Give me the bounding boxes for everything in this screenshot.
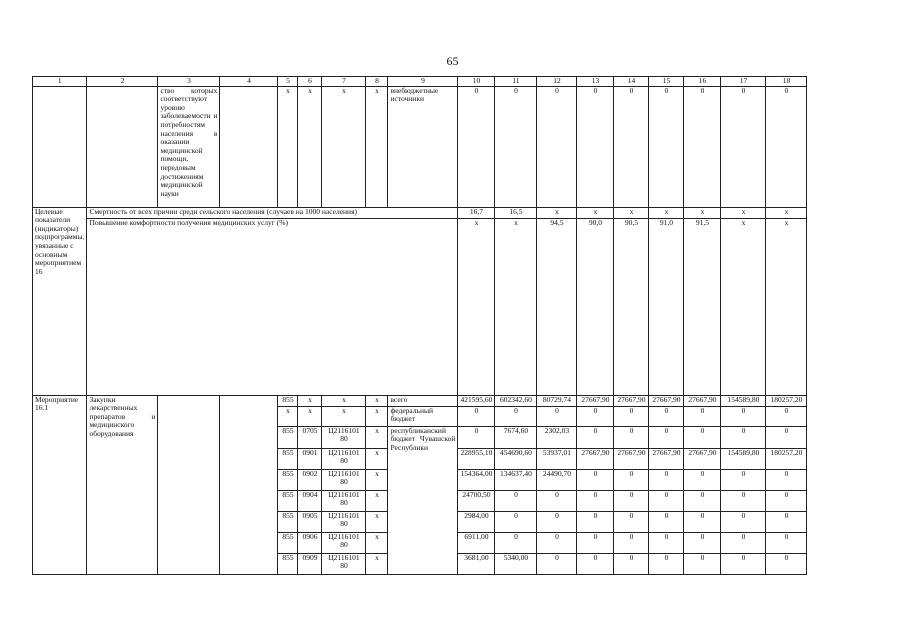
value-cell: 2984,00	[458, 511, 495, 532]
value-cell: 0	[577, 490, 614, 511]
value-cell: 154589,80	[721, 448, 766, 469]
value-cell: 2302,03	[537, 426, 577, 448]
column-number: 6	[298, 77, 322, 87]
table-cell: x	[366, 86, 388, 207]
value-cell: 0	[537, 406, 577, 426]
expense-type-cell: x	[366, 469, 388, 490]
table-cell	[33, 86, 87, 207]
value-cell: 0	[684, 469, 721, 490]
value-cell: 27667,90	[649, 448, 684, 469]
gr-code-cell: 855	[278, 426, 298, 448]
expense-type-cell: x	[366, 395, 388, 406]
value-cell: 6911,00	[458, 532, 495, 553]
value-cell: 27667,90	[684, 448, 721, 469]
value-cell: 90,5	[614, 218, 649, 395]
column-number: 1	[33, 77, 87, 87]
target-code-cell: Ц2116101 80	[322, 490, 366, 511]
column-number: 4	[220, 77, 278, 87]
value-cell: x	[458, 218, 495, 395]
table-row	[33, 86, 807, 207]
column-number: 2	[87, 77, 158, 87]
column-number: 15	[649, 77, 684, 87]
value-cell: 27667,90	[577, 448, 614, 469]
value-cell: 7674,60	[495, 426, 537, 448]
column-number: 5	[278, 77, 298, 87]
value-cell: 16,5	[495, 207, 537, 218]
value-cell: 0	[649, 553, 684, 574]
indicator-text: Повышение комфортности получения медицинских услуг (%)	[87, 218, 458, 395]
value-cell: 80729,74	[537, 395, 577, 406]
value-cell: x	[766, 207, 807, 218]
table-cell	[220, 395, 278, 574]
value-cell: x	[537, 207, 577, 218]
value-cell: 0	[684, 490, 721, 511]
expense-type-cell: x	[366, 426, 388, 448]
value-cell: 0	[495, 490, 537, 511]
value-cell: 91,0	[649, 218, 684, 395]
value-cell: 0	[721, 426, 766, 448]
value-cell: 5340,00	[495, 553, 537, 574]
measure-description: Закупки лекарственных препаратов и медицинского оборудования	[87, 395, 158, 574]
column-number: 11	[495, 77, 537, 87]
value-cell: x	[684, 207, 721, 218]
value-cell: 0	[721, 553, 766, 574]
measure-label: Мероприятие 16.1	[33, 395, 87, 574]
section-code-cell: 0705	[298, 426, 322, 448]
value-cell: 0	[649, 426, 684, 448]
section-code-cell: 0905	[298, 511, 322, 532]
value-cell: 0	[649, 406, 684, 426]
funding-source-cell: всего	[388, 395, 458, 406]
gr-code-cell: 855	[278, 511, 298, 532]
value-cell: 0	[649, 490, 684, 511]
value-cell: 0	[684, 426, 721, 448]
value-cell: 0	[458, 406, 495, 426]
value-cell: 180257,20	[766, 395, 807, 406]
value-cell: 0	[577, 532, 614, 553]
value-cell: 0	[649, 511, 684, 532]
value-cell: 27667,90	[649, 395, 684, 406]
value-cell: 0	[721, 532, 766, 553]
column-number: 12	[537, 77, 577, 87]
section-code-cell: x	[298, 406, 322, 426]
value-cell: 0	[495, 406, 537, 426]
column-number: 9	[388, 77, 458, 87]
target-code-cell: x	[322, 395, 366, 406]
section-code-cell: 0906	[298, 532, 322, 553]
table-cell: x	[322, 86, 366, 207]
value-cell: 0	[614, 490, 649, 511]
column-number: 17	[721, 77, 766, 87]
value-cell: 0	[458, 426, 495, 448]
value-cell: 602342,60	[495, 395, 537, 406]
value-cell: 0	[721, 86, 766, 207]
value-cell: 0	[766, 406, 807, 426]
gr-code-cell: 855	[278, 448, 298, 469]
value-cell: 0	[614, 532, 649, 553]
expense-type-cell: x	[366, 532, 388, 553]
indicator-row	[33, 207, 807, 218]
value-cell: 0	[458, 86, 495, 207]
section-code-cell: 0902	[298, 469, 322, 490]
target-code-cell: Ц2116101 80	[322, 553, 366, 574]
value-cell: 0	[766, 469, 807, 490]
value-cell: 0	[577, 511, 614, 532]
value-cell: 0	[577, 553, 614, 574]
value-cell: 0	[721, 469, 766, 490]
value-cell: 0	[614, 469, 649, 490]
value-cell: 0	[684, 406, 721, 426]
value-cell: 27667,90	[684, 395, 721, 406]
value-cell: 27667,90	[614, 395, 649, 406]
value-cell: 0	[649, 532, 684, 553]
value-cell: 16,7	[458, 207, 495, 218]
value-cell: 0	[766, 532, 807, 553]
value-cell: 0	[721, 490, 766, 511]
value-cell: 0	[537, 490, 577, 511]
target-code-cell: Ц2116101 80	[322, 426, 366, 448]
value-cell: 0	[684, 511, 721, 532]
value-cell: 0	[495, 511, 537, 532]
section-code-cell: 0909	[298, 553, 322, 574]
value-cell: 180257,20	[766, 448, 807, 469]
column-number: 10	[458, 77, 495, 87]
budget-table	[32, 76, 807, 575]
indicators-label: Целевые показатели (индикаторы) подпрограммы, увязанные с основным мероприятием 16	[33, 207, 87, 395]
value-cell: 0	[577, 469, 614, 490]
measure-row	[33, 395, 807, 406]
value-cell: 0	[577, 86, 614, 207]
column-number: 7	[322, 77, 366, 87]
section-code-cell: 0901	[298, 448, 322, 469]
funding-source-cell: внебюджетные источники	[388, 86, 458, 207]
value-cell: x	[766, 218, 807, 395]
value-cell: 0	[649, 86, 684, 207]
expense-type-cell: x	[366, 490, 388, 511]
expense-type-cell: x	[366, 511, 388, 532]
value-cell: 0	[766, 553, 807, 574]
expense-type-cell: x	[366, 406, 388, 426]
value-cell: 0	[537, 86, 577, 207]
value-cell: 0	[537, 511, 577, 532]
value-cell: 228955,10	[458, 448, 495, 469]
value-cell: 0	[614, 406, 649, 426]
column-number: 13	[577, 77, 614, 87]
target-code-cell: Ц2116101 80	[322, 511, 366, 532]
indicator-text: Смертность от всех причин среди сельского населения (случаев на 1000 населения)	[87, 207, 458, 218]
description-cell: ство которых соответствуют уровню заболеваемости и потребностям населения в оказании медицинской помощи, передовым достижениям медицинской науки	[158, 86, 220, 207]
table-cell	[87, 86, 158, 207]
expense-type-cell: x	[366, 553, 388, 574]
value-cell: 24700,50	[458, 490, 495, 511]
value-cell: 27667,90	[577, 395, 614, 406]
value-cell: 154364,00	[458, 469, 495, 490]
value-cell: 27667,90	[614, 448, 649, 469]
value-cell: 134637,40	[495, 469, 537, 490]
target-code-cell: Ц2116101 80	[322, 469, 366, 490]
value-cell: 0	[577, 426, 614, 448]
value-cell: 0	[721, 511, 766, 532]
table-cell	[220, 86, 278, 207]
value-cell: x	[614, 207, 649, 218]
value-cell: 0	[495, 532, 537, 553]
value-cell: 94,5	[537, 218, 577, 395]
column-number: 16	[684, 77, 721, 87]
table-cell	[158, 395, 220, 574]
value-cell: 0	[495, 86, 537, 207]
value-cell: 91,5	[684, 218, 721, 395]
value-cell: x	[649, 207, 684, 218]
gr-code-cell: 855	[278, 490, 298, 511]
target-code-cell: Ц2116101 80	[322, 448, 366, 469]
page-number: 65	[446, 54, 459, 68]
column-number: 14	[614, 77, 649, 87]
value-cell: 0	[577, 406, 614, 426]
value-cell: 454690,60	[495, 448, 537, 469]
table-cell: x	[298, 86, 322, 207]
value-cell: 0	[721, 406, 766, 426]
gr-code-cell: x	[278, 406, 298, 426]
value-cell: 0	[649, 469, 684, 490]
section-code-cell: 0904	[298, 490, 322, 511]
value-cell: 0	[537, 553, 577, 574]
value-cell: 0	[684, 553, 721, 574]
gr-code-cell: 855	[278, 532, 298, 553]
value-cell: 90,0	[577, 218, 614, 395]
section-code-cell: x	[298, 395, 322, 406]
value-cell: x	[721, 207, 766, 218]
value-cell: 421595,60	[458, 395, 495, 406]
indicator-row	[33, 218, 807, 395]
funding-source-cell: федеральный бюджет	[388, 406, 458, 426]
value-cell: x	[577, 207, 614, 218]
column-number: 3	[158, 77, 220, 87]
value-cell: 0	[537, 532, 577, 553]
column-number: 18	[766, 77, 807, 87]
table-cell: x	[278, 86, 298, 207]
value-cell: 0	[614, 426, 649, 448]
value-cell: 24490,70	[537, 469, 577, 490]
value-cell: 0	[766, 490, 807, 511]
value-cell: 154589,80	[721, 395, 766, 406]
expense-type-cell: x	[366, 448, 388, 469]
value-cell: 0	[766, 86, 807, 207]
gr-code-cell: 855	[278, 553, 298, 574]
value-cell: 0	[684, 86, 721, 207]
table-header-row	[33, 77, 807, 87]
value-cell: 53937,01	[537, 448, 577, 469]
value-cell: 0	[684, 532, 721, 553]
funding-source-cell: республиканский бюджет Чувашской Республики	[388, 426, 458, 574]
value-cell: 3681,00	[458, 553, 495, 574]
gr-code-cell: 855	[278, 395, 298, 406]
target-code-cell: Ц2116101 80	[322, 532, 366, 553]
value-cell: x	[495, 218, 537, 395]
value-cell: 0	[614, 511, 649, 532]
column-number: 8	[366, 77, 388, 87]
value-cell: 0	[766, 426, 807, 448]
value-cell: 0	[614, 86, 649, 207]
target-code-cell: x	[322, 406, 366, 426]
gr-code-cell: 855	[278, 469, 298, 490]
value-cell: 0	[766, 511, 807, 532]
value-cell: 0	[614, 553, 649, 574]
value-cell: x	[721, 218, 766, 395]
